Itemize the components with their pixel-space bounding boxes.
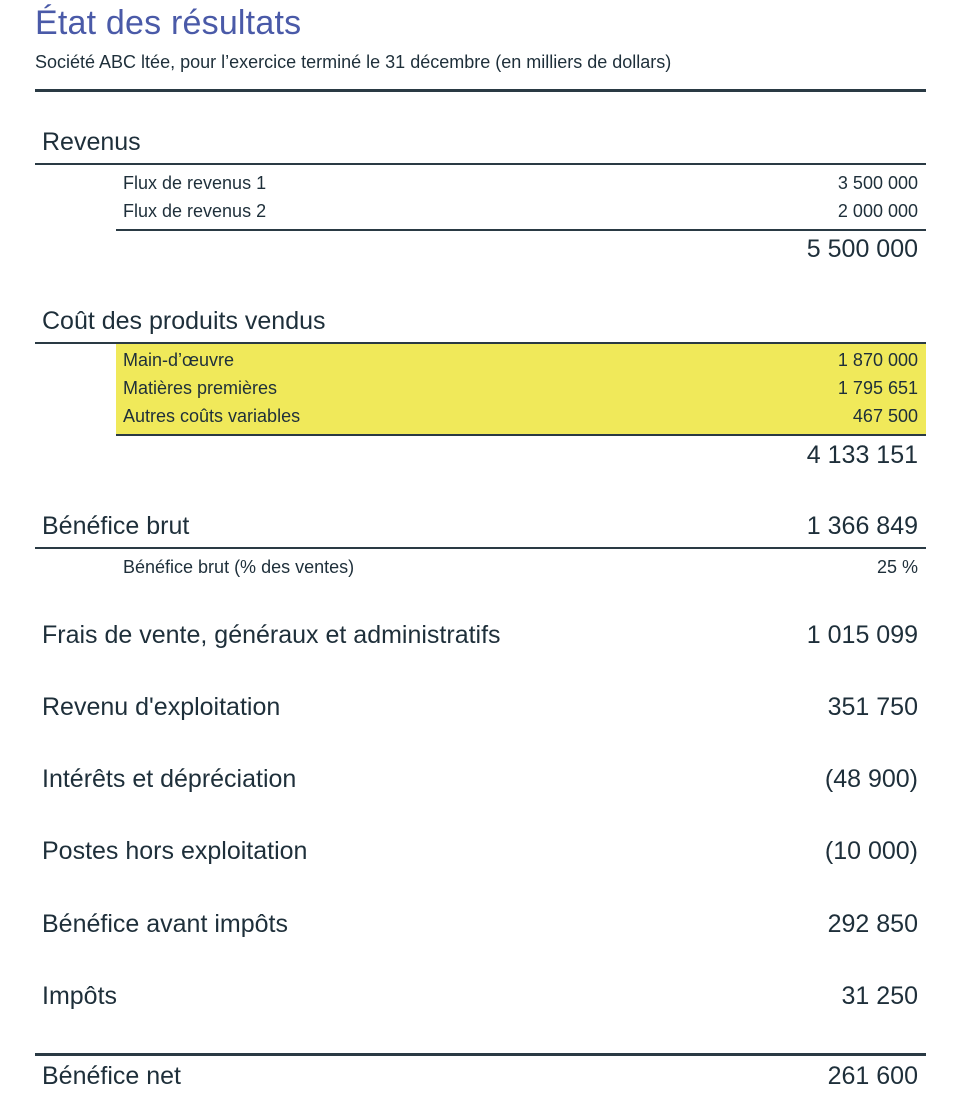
revenus-heading-rule [35, 163, 926, 165]
revenus-item-label: Flux de revenus 1 [123, 173, 267, 193]
cpv-item-value: 467 500 [852, 406, 918, 426]
line-label-sga: Frais de vente, généraux et administratifs [42, 621, 501, 649]
line-label-pretax-income: Bénéfice avant impôts [42, 910, 288, 938]
cpv-heading-rule [35, 342, 926, 344]
line-label-operating-income: Revenu d'exploitation [42, 693, 281, 721]
cpv-subtotal-rule [116, 434, 926, 436]
line-label-non-operating: Postes hors exploitation [42, 837, 308, 865]
line-value-pretax-income: 292 850 [827, 910, 918, 938]
page-title: État des résultats [35, 4, 302, 42]
revenus-item-value: 2 000 000 [837, 201, 918, 221]
gross-profit-pct-label: Bénéfice brut (% des ventes) [123, 557, 355, 577]
line-value-interest-depreciation: (48 900) [824, 765, 918, 793]
gross-profit-pct-value: 25 % [876, 557, 918, 577]
revenus-item-value: 3 500 000 [837, 173, 918, 193]
line-label-taxes: Impôts [42, 982, 118, 1010]
net-income-label: Bénéfice net [42, 1062, 181, 1090]
line-value-sga: 1 015 099 [806, 621, 918, 649]
gross-profit-rule [35, 547, 926, 549]
cpv-item-value: 1 795 651 [837, 378, 918, 398]
header-divider [35, 89, 926, 92]
revenus-item-label: Flux de revenus 2 [123, 201, 267, 221]
revenus-subtotal-rule [116, 229, 926, 231]
cpv-item-label: Matières premières [123, 378, 278, 398]
page-subtitle: Société ABC ltée, pour l’exercice terminé le 31 décembre (en milliers de dollars) [35, 52, 672, 72]
cpv-total: 4 133 151 [806, 441, 918, 469]
section-heading-revenus: Revenus [42, 128, 141, 156]
gross-profit-value: 1 366 849 [806, 512, 918, 540]
cpv-item-value: 1 870 000 [837, 350, 918, 370]
line-label-interest-depreciation: Intérêts et dépréciation [42, 765, 297, 793]
gross-profit-label: Bénéfice brut [42, 512, 190, 540]
cpv-item-label: Autres coûts variables [123, 406, 301, 426]
line-value-taxes: 31 250 [841, 982, 918, 1010]
net-income-value: 261 600 [827, 1062, 918, 1090]
revenus-total: 5 500 000 [806, 235, 918, 263]
line-value-operating-income: 351 750 [827, 693, 918, 721]
net-income-rule [35, 1053, 926, 1056]
cpv-item-label: Main-d’œuvre [123, 350, 235, 370]
line-value-non-operating: (10 000) [824, 837, 918, 865]
section-heading-cpv: Coût des produits vendus [42, 307, 326, 335]
